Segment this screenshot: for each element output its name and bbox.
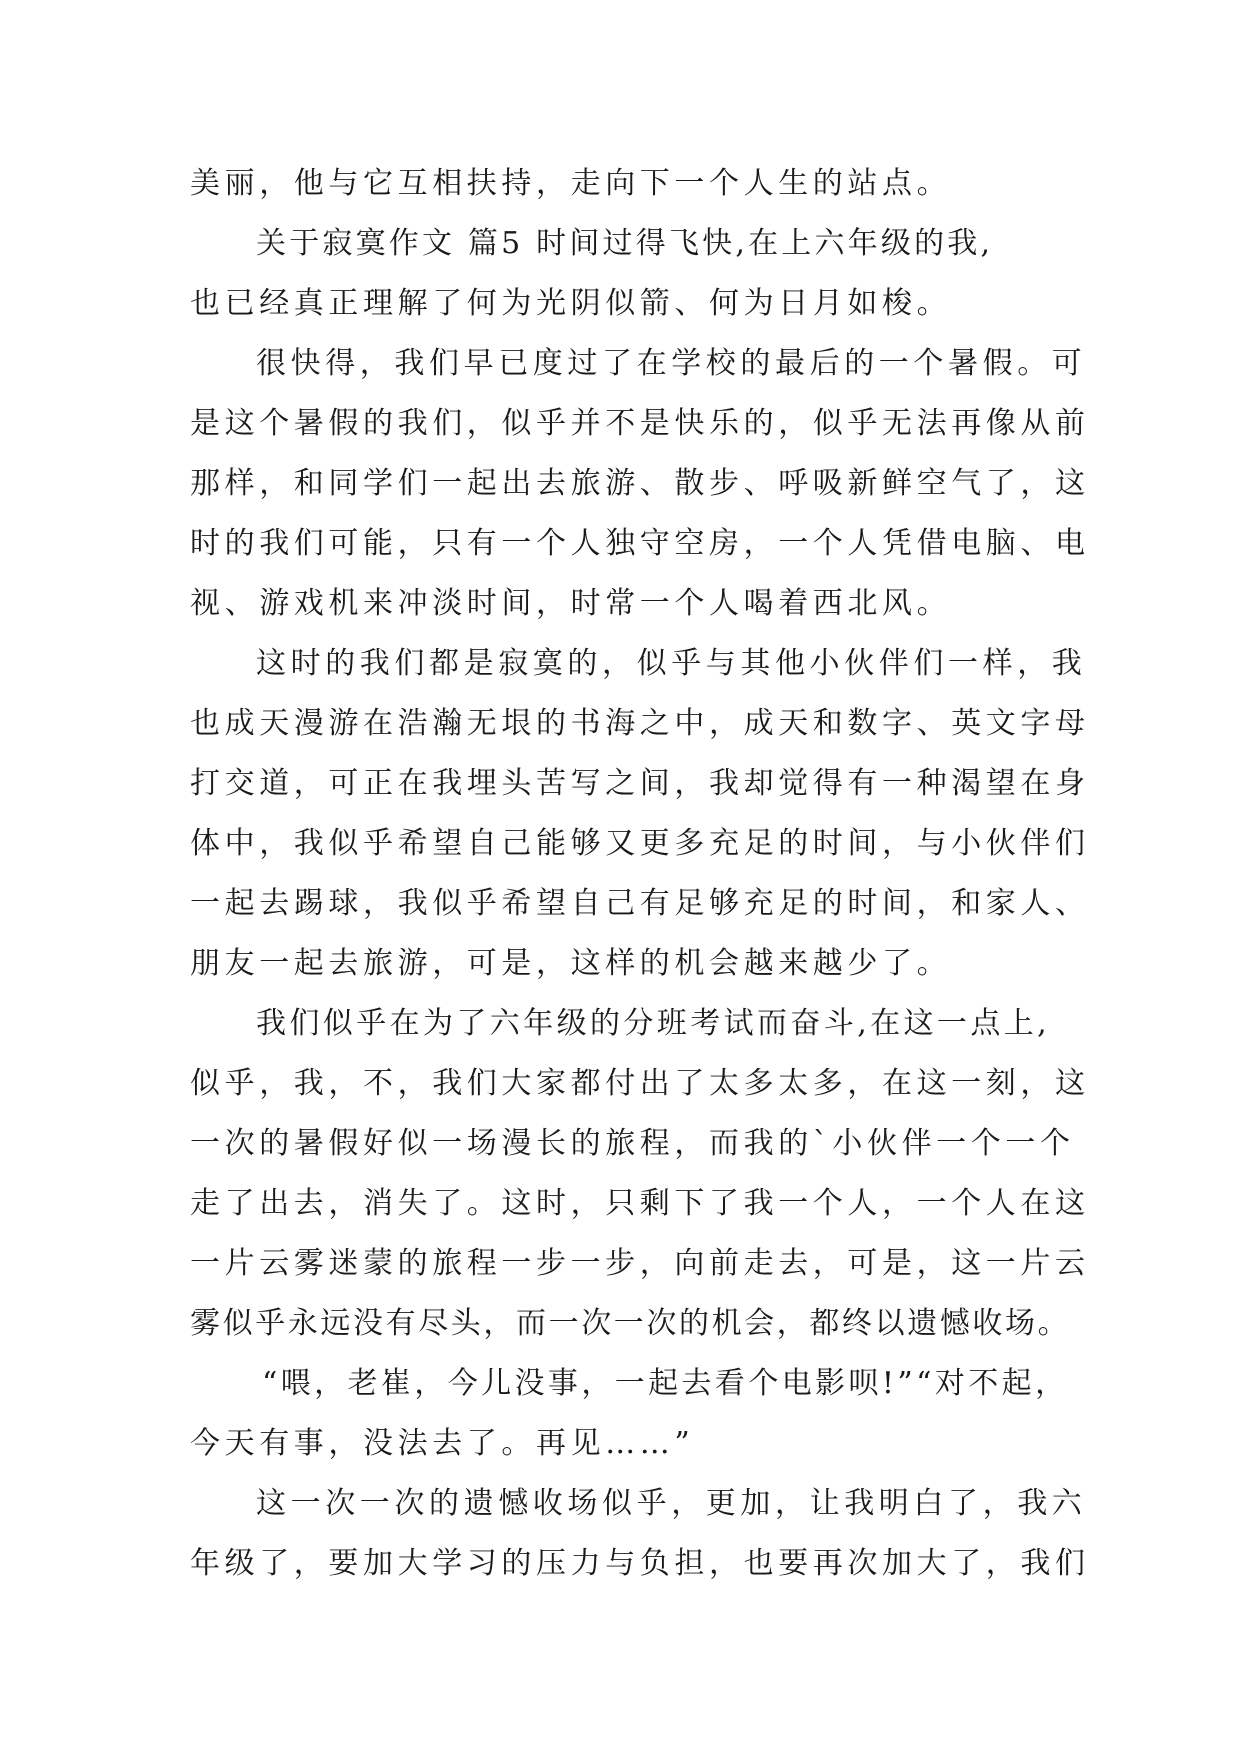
text-line: 美丽，他与它互相扶持，走向下一个人生的站点。 bbox=[190, 166, 952, 201]
text-line: 一片云雾迷蒙的旅程一步一步，向前走去，可是，这一片云 bbox=[190, 1246, 1090, 1281]
text-line: 走了出去，消失了。这时，只剩下了我一个人，一个人在这 bbox=[190, 1186, 1090, 1221]
text-line: 这一次一次的遗憾收场似乎，更加，让我明白了，我六 bbox=[256, 1486, 1087, 1521]
text-line: 朋友一起去旅游，可是，这样的机会越来越少了。 bbox=[190, 946, 952, 981]
text-line: 那样，和同学们一起出去旅游、散步、呼吸新鲜空气了，这 bbox=[190, 466, 1090, 501]
text-line: 一起去踢球，我似乎希望自己有足够充足的时间，和家人、 bbox=[190, 886, 1090, 921]
text-line: 这时的我们都是寂寞的，似乎与其他小伙伴们一样，我 bbox=[256, 646, 1087, 681]
text-line: 我们似乎在为了六年级的分班考试而奋斗,在这一点上, bbox=[256, 1006, 1051, 1041]
text-line: 是这个暑假的我们，似乎并不是快乐的，似乎无法再像从前 bbox=[190, 406, 1090, 441]
dialogue-line: “喂，老崔，今儿没事，一起去看个电影呗!”“对不起， bbox=[262, 1366, 1069, 1401]
text-line: 也已经真正理解了何为光阴似箭、何为日月如梭。 bbox=[190, 286, 952, 321]
text-line: 打交道，可正在我埋头苦写之间，我却觉得有一种渴望在身 bbox=[190, 766, 1090, 801]
text-line: 体中，我似乎希望自己能够又更多充足的时间，与小伙伴们 bbox=[190, 826, 1090, 861]
text-line: 一次的暑假好似一场漫长的旅程，而我的`小伙伴一个一个 bbox=[190, 1126, 1075, 1161]
text-line: 年级了，要加大学习的压力与负担，也要再次加大了，我们 bbox=[190, 1546, 1090, 1581]
text-line: 视、游戏机来冲淡时间，时常一个人喝着西北风。 bbox=[190, 586, 952, 621]
text-line: 雾似乎永远没有尽头，而一次一次的机会，都终以遗憾收场。 bbox=[190, 1306, 1071, 1341]
text-line: 似乎，我，不，我们大家都付出了太多太多，在这一刻，这 bbox=[190, 1066, 1090, 1101]
text-line: 时的我们可能，只有一个人独守空房，一个人凭借电脑、电 bbox=[190, 526, 1090, 561]
text-line: 很快得，我们早已度过了在学校的最后的一个暑假。可 bbox=[256, 346, 1087, 381]
dialogue-line: 今天有事，没法去了。再见……” bbox=[190, 1426, 695, 1461]
section-heading-line: 关于寂寞作文 篇5 时间过得飞快,在上六年级的我, bbox=[256, 226, 994, 261]
text-line: 也成天漫游在浩瀚无垠的书海之中，成天和数字、英文字母 bbox=[190, 706, 1090, 741]
